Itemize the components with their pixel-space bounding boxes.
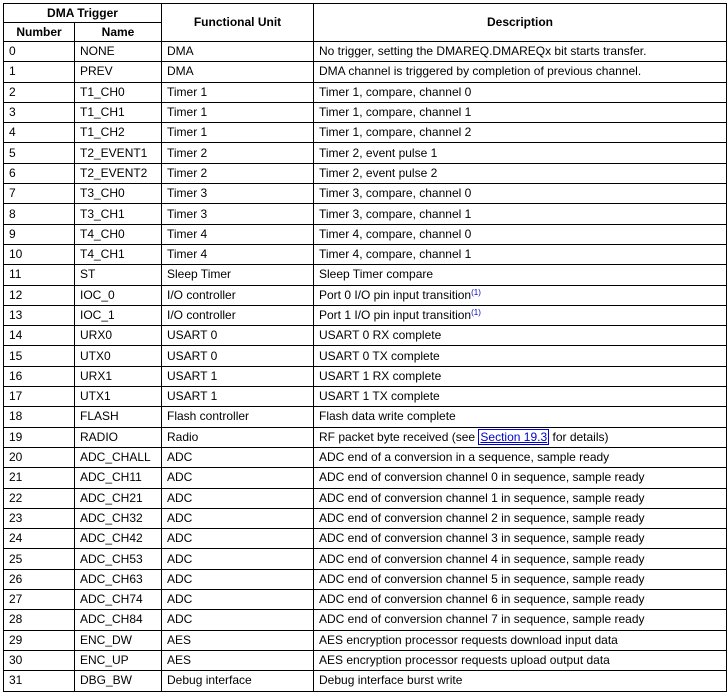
trigger-number: 14 (4, 326, 75, 346)
description-text: AES encryption processor requests download input data (319, 632, 618, 647)
functional-unit: ADC (162, 488, 314, 508)
table-row (4, 305, 727, 325)
functional-unit: Sleep Timer (162, 265, 314, 285)
trigger-description (314, 82, 727, 102)
description-text: Timer 3, compare, channel 1 (319, 206, 472, 221)
dma-trigger-header: DMA Trigger (4, 4, 162, 23)
trigger-number: 16 (4, 366, 75, 386)
trigger-number: 6 (4, 163, 75, 183)
trigger-number: 9 (4, 224, 75, 244)
description-text: Timer 2, event pulse 1 (319, 145, 438, 160)
trigger-name: IOC_1 (75, 305, 162, 325)
functional-unit: USART 1 (162, 366, 314, 386)
trigger-number: 13 (4, 305, 75, 325)
functional-unit: ADC (162, 468, 314, 488)
header-row-top (4, 4, 727, 23)
trigger-description (314, 184, 727, 204)
trigger-name: ADC_CHALL (75, 447, 162, 467)
trigger-name: T4_CH0 (75, 224, 162, 244)
trigger-number: 0 (4, 42, 75, 62)
trigger-description (314, 285, 727, 305)
functional-unit: Timer 1 (162, 123, 314, 143)
trigger-number: 3 (4, 102, 75, 122)
functional-unit: Timer 4 (162, 224, 314, 244)
functional-unit: Timer 2 (162, 163, 314, 183)
description-text: USART 1 TX complete (319, 389, 440, 404)
trigger-description (314, 508, 727, 528)
trigger-name: FLASH (75, 407, 162, 427)
functional-unit: DMA (162, 42, 314, 62)
trigger-name: ENC_DW (75, 630, 162, 650)
description-text: Timer 1, compare, channel 1 (319, 105, 472, 120)
trigger-name: IOC_0 (75, 285, 162, 305)
trigger-description (314, 224, 727, 244)
description-text: Timer 1, compare, channel 2 (319, 125, 472, 140)
description-text-after: for details) (552, 429, 609, 444)
functional-unit: Timer 1 (162, 82, 314, 102)
table-row (4, 447, 727, 467)
trigger-number: 20 (4, 447, 75, 467)
trigger-number: 26 (4, 569, 75, 589)
trigger-number: 15 (4, 346, 75, 366)
trigger-description (314, 42, 727, 62)
trigger-name: ADC_CH74 (75, 590, 162, 610)
trigger-description (314, 265, 727, 285)
description-text: USART 1 RX complete (319, 368, 442, 383)
description-text: ADC end of conversion channel 5 in sequence, sample ready (319, 571, 645, 586)
trigger-number: 5 (4, 143, 75, 163)
table-row (4, 407, 727, 427)
description-text: ADC end of conversion channel 7 in sequence, sample ready (319, 612, 645, 627)
trigger-name: ADC_CH21 (75, 488, 162, 508)
trigger-description (314, 244, 727, 264)
description-text: Sleep Timer compare (319, 267, 434, 282)
trigger-description (314, 163, 727, 183)
trigger-name: ST (75, 265, 162, 285)
description-text: ADC end of conversion channel 6 in sequence, sample ready (319, 592, 645, 607)
description-text: ADC end of a conversion in a sequence, sample ready (319, 450, 610, 465)
functional-unit: I/O controller (162, 305, 314, 325)
trigger-number: 4 (4, 123, 75, 143)
trigger-description (314, 204, 727, 224)
description-text: USART 0 TX complete (319, 348, 440, 363)
trigger-name: T2_EVENT1 (75, 143, 162, 163)
functional-unit: AES (162, 630, 314, 650)
functional-unit: Timer 3 (162, 184, 314, 204)
trigger-name: PREV (75, 62, 162, 82)
trigger-name: UTX0 (75, 346, 162, 366)
functional-unit: ADC (162, 610, 314, 630)
table-row (4, 630, 727, 650)
trigger-name: RADIO (75, 427, 162, 447)
section-link[interactable]: Section 19.3 (480, 429, 548, 444)
description-text: ADC end of conversion channel 2 in sequence, sample ready (319, 510, 645, 525)
trigger-description (314, 102, 727, 122)
description-text: Port 0 I/O pin input transition (319, 287, 472, 302)
table-row (4, 82, 727, 102)
table-row (4, 427, 727, 447)
functional-unit: USART 1 (162, 387, 314, 407)
trigger-description (314, 610, 727, 630)
functional-unit: ADC (162, 447, 314, 467)
functional-unit: USART 0 (162, 346, 314, 366)
table-row (4, 143, 727, 163)
footnote-marker[interactable]: (1) (471, 308, 481, 317)
table-row (4, 366, 727, 386)
description-text: No trigger, setting the DMAREQ.DMAREQx bit starts transfer. (319, 44, 647, 59)
functional-unit: DMA (162, 62, 314, 82)
table-row (4, 326, 727, 346)
trigger-number: 18 (4, 407, 75, 427)
trigger-name: T3_CH0 (75, 184, 162, 204)
trigger-name: T3_CH1 (75, 204, 162, 224)
trigger-number: 27 (4, 590, 75, 610)
trigger-name: ADC_CH11 (75, 468, 162, 488)
description-text: ADC end of conversion channel 1 in sequence, sample ready (319, 490, 645, 505)
trigger-number: 24 (4, 529, 75, 549)
trigger-number: 19 (4, 427, 75, 447)
number-header: Number (4, 23, 75, 42)
functional-unit: Timer 1 (162, 102, 314, 122)
description-text: Timer 1, compare, channel 0 (319, 84, 472, 99)
trigger-name: T1_CH1 (75, 102, 162, 122)
functional-unit: ADC (162, 529, 314, 549)
trigger-number: 12 (4, 285, 75, 305)
table-row (4, 204, 727, 224)
table-row (4, 650, 727, 670)
trigger-description (314, 123, 727, 143)
table-row (4, 123, 727, 143)
trigger-name: ADC_CH53 (75, 549, 162, 569)
trigger-name: ADC_CH32 (75, 508, 162, 528)
trigger-name: T1_CH0 (75, 82, 162, 102)
trigger-name: ADC_CH63 (75, 569, 162, 589)
trigger-description (314, 468, 727, 488)
table-row (4, 529, 727, 549)
trigger-description (314, 549, 727, 569)
table-row (4, 102, 727, 122)
footnote-marker[interactable]: (1) (471, 287, 481, 297)
functional-unit: I/O controller (162, 285, 314, 305)
trigger-description (314, 366, 727, 386)
table-row (4, 610, 727, 630)
trigger-number: 10 (4, 244, 75, 264)
table-row (4, 265, 727, 285)
trigger-description (314, 326, 727, 346)
trigger-number: 7 (4, 184, 75, 204)
trigger-description (314, 346, 727, 366)
functional-unit: ADC (162, 569, 314, 589)
trigger-description (314, 143, 727, 163)
description-text: Port 1 I/O pin input transition (319, 308, 472, 322)
trigger-number: 8 (4, 204, 75, 224)
trigger-name: ADC_CH42 (75, 529, 162, 549)
trigger-name: URX1 (75, 366, 162, 386)
trigger-number: 22 (4, 488, 75, 508)
table-body (4, 42, 727, 692)
description-text: USART 0 RX complete (319, 328, 442, 343)
table-row (4, 62, 727, 82)
trigger-number: 28 (4, 610, 75, 630)
table-row (4, 549, 727, 569)
description-text: DMA channel is triggered by completion of previous channel. (319, 64, 642, 79)
table-row (4, 42, 727, 62)
functional-unit: Timer 3 (162, 204, 314, 224)
trigger-name: UTX1 (75, 387, 162, 407)
trigger-number: 31 (4, 671, 75, 691)
functional-unit: AES (162, 650, 314, 670)
trigger-number: 21 (4, 468, 75, 488)
functional-unit: ADC (162, 508, 314, 528)
functional-unit: Debug interface (162, 671, 314, 691)
trigger-name: DBG_BW (75, 671, 162, 691)
table-row (4, 346, 727, 366)
description-header: Description (314, 4, 727, 42)
trigger-number: 23 (4, 508, 75, 528)
description-text: Timer 3, compare, channel 0 (319, 186, 472, 201)
functional-unit: Radio (162, 427, 314, 447)
trigger-description (314, 671, 727, 691)
trigger-name: T4_CH1 (75, 244, 162, 264)
table-row (4, 184, 727, 204)
description-text: Flash data write complete (319, 409, 456, 424)
description-text: AES encryption processor requests upload output data (319, 653, 610, 668)
description-text: Timer 4, compare, channel 0 (319, 226, 472, 241)
trigger-description (314, 387, 727, 407)
table-row (4, 163, 727, 183)
functional-unit: Timer 2 (162, 143, 314, 163)
trigger-number: 17 (4, 387, 75, 407)
trigger-number: 25 (4, 549, 75, 569)
trigger-name: NONE (75, 42, 162, 62)
table-row (4, 508, 727, 528)
trigger-description (314, 447, 727, 467)
table-row (4, 468, 727, 488)
functional-unit: Timer 4 (162, 244, 314, 264)
trigger-name: T1_CH2 (75, 123, 162, 143)
table-row (4, 244, 727, 264)
trigger-name: T2_EVENT2 (75, 163, 162, 183)
trigger-description (314, 630, 727, 650)
trigger-number: 11 (4, 265, 75, 285)
trigger-number: 29 (4, 630, 75, 650)
table-row (4, 590, 727, 610)
trigger-description (314, 407, 727, 427)
table-row (4, 671, 727, 691)
trigger-name: ENC_UP (75, 650, 162, 670)
trigger-description (314, 427, 727, 447)
trigger-description (314, 590, 727, 610)
table-row (4, 224, 727, 244)
table-row (4, 285, 727, 305)
name-header: Name (75, 23, 162, 42)
description-text: Debug interface burst write (319, 673, 463, 688)
trigger-name: ADC_CH84 (75, 610, 162, 630)
trigger-name: URX0 (75, 326, 162, 346)
description-text: ADC end of conversion channel 3 in sequence, sample ready (319, 531, 645, 546)
table-row (4, 387, 727, 407)
trigger-description (314, 569, 727, 589)
description-text: ADC end of conversion channel 4 in sequence, sample ready (319, 551, 645, 566)
functional-unit: ADC (162, 590, 314, 610)
table-row (4, 569, 727, 589)
functional-unit-header: Functional Unit (162, 4, 314, 42)
description-text: Timer 2, event pulse 2 (319, 165, 438, 180)
trigger-description (314, 62, 727, 82)
description-text: ADC end of conversion channel 0 in sequence, sample ready (319, 470, 645, 485)
trigger-description (314, 305, 727, 325)
functional-unit: ADC (162, 549, 314, 569)
trigger-description (314, 529, 727, 549)
table-row (4, 488, 727, 508)
trigger-description (314, 650, 727, 670)
trigger-number: 1 (4, 62, 75, 82)
trigger-number: 30 (4, 650, 75, 670)
functional-unit: Flash controller (162, 407, 314, 427)
description-text: Timer 4, compare, channel 1 (319, 247, 472, 262)
trigger-description (314, 488, 727, 508)
trigger-number: 2 (4, 82, 75, 102)
description-text: RF packet byte received (see (319, 429, 476, 444)
dma-trigger-table (3, 3, 727, 692)
functional-unit: USART 0 (162, 326, 314, 346)
